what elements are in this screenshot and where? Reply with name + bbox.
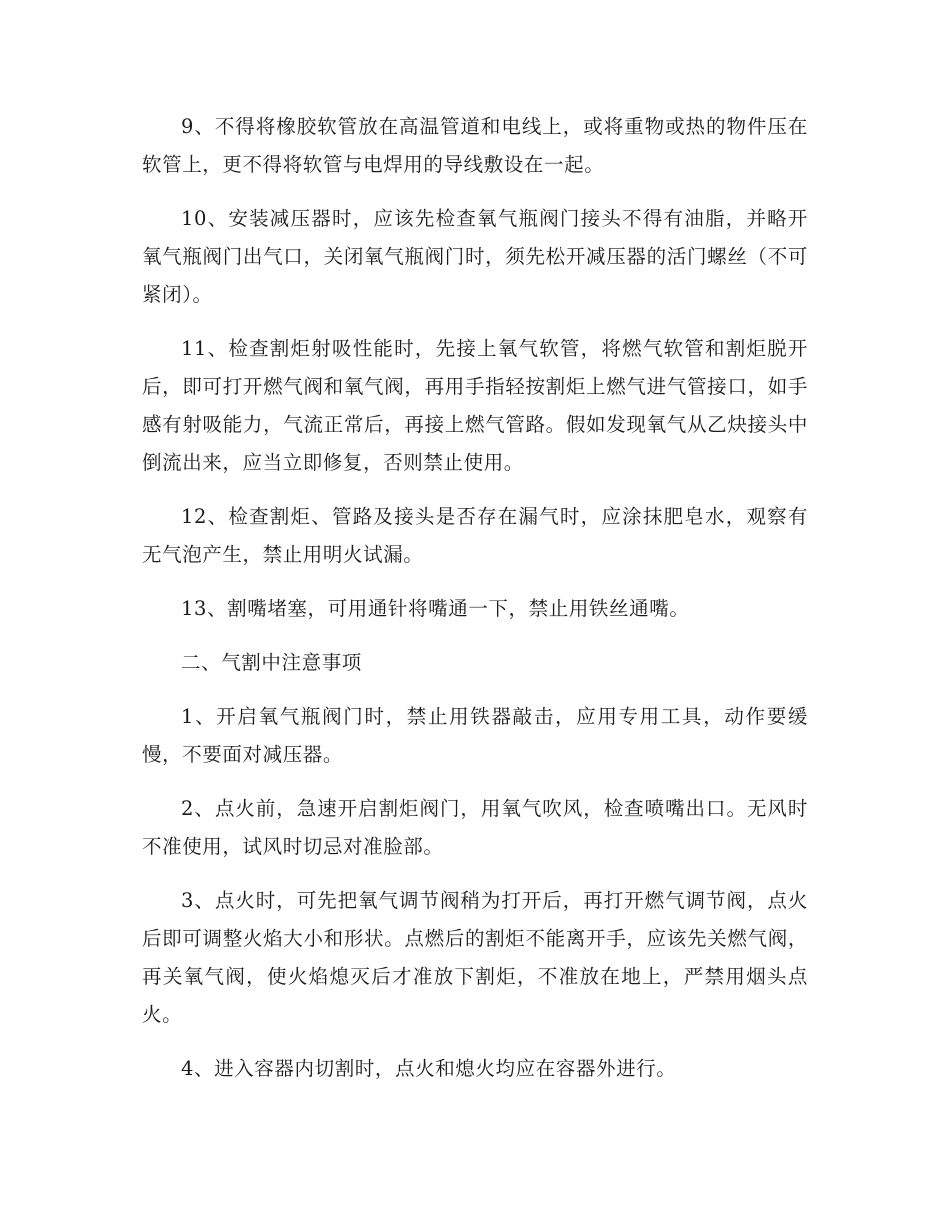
- paragraph-item-13: 13、割嘴堵塞，可用通针将嘴通一下，禁止用铁丝通嘴。: [181, 597, 690, 620]
- document-body: [142, 108, 808, 1104]
- paragraph-item-9: 9、不得将橡胶软管放在高温管道和电线上，或将重物或热的物件压在软管上，更不得将软管与电焊用的导线敷设在一起。: [142, 115, 808, 176]
- paragraph-item-1: 1、开启氧气瓶阀门时，禁止用铁器敲击，应用专用工具，动作要缓慢，不要面对减压器。: [142, 705, 808, 766]
- paragraph-item-10: 10、安装减压器时，应该先检查氧气瓶阀门接头不得有油脂，并略开氧气瓶阀门出气口，关闭氧气瓶阀门时，须先松开减压器的活门螺丝（不可紧闭）。: [142, 207, 808, 306]
- paragraph-item-2: 2、点火前，急速开启割炬阀门，用氧气吹风，检查喷嘴出口。无风时不准使用，试风时切忌对准脸部。: [142, 797, 808, 858]
- paragraph-item-4: 4、进入容器内切割时，点火和熄火均应在容器外进行。: [181, 1057, 677, 1080]
- paragraph-item-12: 12、检查割炬、管路及接头是否存在漏气时，应涂抹肥皂水，观察有无气泡产生，禁止用明火试漏。: [142, 505, 808, 566]
- paragraph-item-3: 3、点火时，可先把氧气调节阀稍为打开后，再打开燃气调节阀，点火后即可调整火焰大小和形状。点燃后的割炬不能离开手，应该先关燃气阀，再关氧气阀，使火焰熄灭后才准放下割炬，不准放在地上，严禁用烟头点火。: [142, 889, 808, 1026]
- section-heading-2: 二、气割中注意事项: [181, 651, 362, 674]
- paragraph-item-11: 11、检查割炬射吸性能时，先接上氧气软管，将燃气软管和割炬脱开后，即可打开燃气阀和氧气阀，再用手指轻按割炬上燃气进气管接口，如手感有射吸能力，气流正常后，再接上燃气管路。假如发现氧气从乙炔接头中倒流出来，应当立即修复，否则禁止使用。: [142, 337, 808, 474]
